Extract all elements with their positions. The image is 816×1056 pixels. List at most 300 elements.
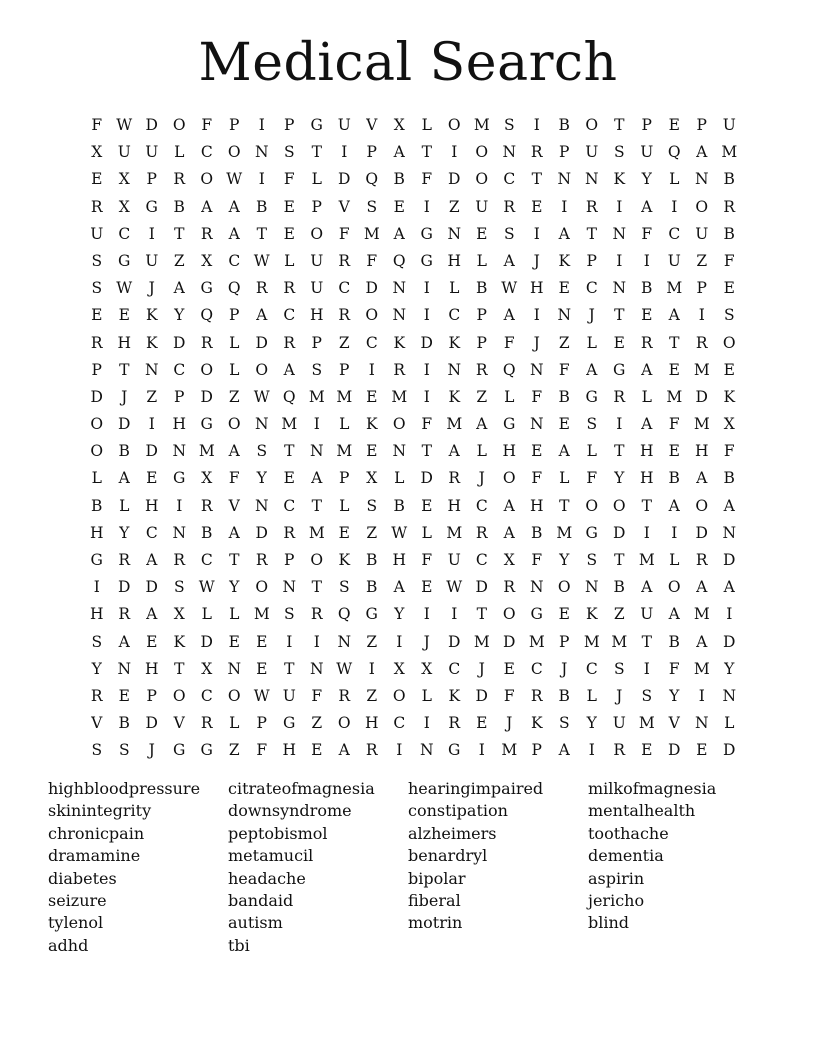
grid-letter: D [90, 387, 103, 406]
grid-letter: I [423, 714, 430, 733]
grid-letter: T [421, 442, 432, 461]
grid-letter: F [503, 686, 515, 705]
grid-letter: N [612, 224, 627, 243]
grid-letter: X [201, 469, 213, 488]
grid-letter: C [338, 279, 351, 298]
grid-letter: U [145, 251, 159, 270]
grid-letter: A [448, 442, 460, 461]
grid-letter: E [558, 415, 570, 434]
grid-letter: R [613, 387, 626, 406]
grid-letter: L [421, 523, 432, 542]
grid-letter: C [475, 551, 488, 569]
grid-letter: Q [502, 360, 516, 379]
grid-letter: O [90, 442, 104, 461]
word-list-item: peptobismol [228, 823, 328, 843]
grid-letter: D [365, 279, 378, 298]
grid-letter: U [310, 279, 324, 298]
grid-letter: R [90, 197, 103, 216]
grid-letter: E [641, 741, 653, 760]
grid-letter: E [668, 360, 680, 379]
grid-letter: P [696, 116, 707, 134]
grid-row [83, 330, 743, 357]
grid-letter: C [503, 170, 516, 189]
grid-letter: K [145, 333, 158, 352]
word-list-item: mentalhealth [588, 801, 696, 821]
grid-letter: U [310, 251, 324, 270]
grid-letter: O [447, 116, 461, 134]
grid-letter: I [258, 170, 265, 189]
grid-letter: S [173, 578, 185, 597]
grid-letter: G [283, 714, 296, 733]
word-list-item: benardryl [408, 846, 488, 866]
grid-letter: R [338, 306, 351, 325]
grid-letter: O [585, 116, 599, 134]
grid-letter: X [91, 143, 103, 162]
grid-letter: S [503, 224, 515, 243]
grid-letter: A [668, 605, 680, 624]
grid-letter: H [364, 714, 379, 733]
grid-letter: W [391, 523, 408, 542]
grid-letter: I [396, 741, 403, 760]
grid-letter: E [723, 360, 735, 379]
grid-letter: D [145, 442, 158, 461]
grid-letter: U [475, 197, 489, 216]
grid-letter: L [201, 605, 212, 624]
grid-letter: O [227, 415, 241, 434]
grid-letter: Q [667, 143, 681, 162]
grid-letter: D [723, 632, 736, 651]
grid-letter: M [446, 523, 463, 542]
grid-letter: N [172, 442, 187, 461]
grid-letter: H [529, 279, 544, 298]
grid-letter: E [476, 224, 488, 243]
grid-letter: F [723, 251, 735, 270]
grid-letter: Y [614, 469, 625, 488]
grid-letter: V [228, 496, 240, 515]
grid-letter: J [423, 632, 430, 651]
grid-letter: Y [119, 523, 130, 542]
grid-letter: T [641, 632, 652, 651]
grid-letter: O [227, 143, 241, 162]
grid-letter: A [228, 197, 240, 216]
grid-letter: V [668, 714, 680, 733]
grid-letter: E [366, 387, 378, 406]
grid-letter: B [366, 578, 378, 597]
grid-letter: R [448, 469, 461, 488]
grid-letter: I [671, 523, 678, 542]
grid-letter: B [366, 551, 378, 569]
grid-letter: A [338, 741, 350, 760]
grid-letter: C [283, 306, 296, 325]
grid-letter: I [396, 632, 403, 651]
grid-letter: G [530, 605, 543, 624]
grid-letter: A [283, 360, 295, 379]
grid-letter: R [283, 333, 296, 352]
word-list-item: jericho [588, 891, 645, 911]
grid-letter: K [448, 387, 461, 406]
grid-letter: M [556, 523, 573, 542]
grid-letter: O [557, 578, 571, 597]
grid-letter: P [366, 143, 377, 162]
grid-letter: G [585, 523, 598, 542]
grid-letter: L [229, 360, 240, 379]
grid-letter: L [421, 686, 432, 705]
grid-letter: I [533, 116, 540, 134]
grid-letter: F [531, 469, 543, 488]
grid-letter: F [531, 551, 543, 569]
grid-letter: D [723, 551, 736, 569]
grid-letter: D [723, 741, 736, 760]
word-list-item: toothache [588, 823, 669, 843]
grid-letter: R [90, 686, 103, 705]
grid-letter: A [146, 551, 158, 569]
grid-letter: C [393, 714, 406, 733]
grid-letter: M [363, 224, 380, 243]
grid-letter: K [530, 714, 543, 733]
grid-letter: P [531, 741, 542, 760]
grid-letter: T [559, 496, 570, 515]
grid-letter: E [558, 605, 570, 624]
grid-letter: P [284, 116, 295, 134]
grid-letter: L [339, 415, 350, 434]
grid-letter: N [584, 170, 599, 189]
grid-letter: Z [696, 251, 708, 270]
grid-letter: B [723, 224, 735, 243]
grid-letter: L [586, 442, 597, 461]
grid-letter: C [475, 496, 488, 515]
word-list-item: diabetes [48, 868, 117, 888]
grid-letter: N [694, 714, 709, 733]
grid-letter: Z [228, 741, 240, 760]
grid-letter: R [365, 741, 378, 760]
grid-letter: C [585, 659, 598, 678]
grid-letter: D [200, 387, 213, 406]
grid-letter: L [119, 496, 130, 515]
grid-letter: B [668, 469, 680, 488]
grid-letter: T [531, 170, 542, 189]
word-list-item: seizure [48, 891, 107, 911]
grid-letter: N [254, 143, 269, 162]
grid-letter: F [531, 387, 543, 406]
grid-letter: H [172, 415, 187, 434]
grid-letter: P [229, 306, 240, 325]
grid-letter: Z [448, 197, 460, 216]
grid-letter: L [724, 714, 735, 733]
grid-row [83, 629, 743, 656]
grid-letter: I [423, 605, 430, 624]
grid-letter: P [476, 333, 487, 352]
grid-letter: M [308, 387, 325, 406]
grid-letter: I [533, 224, 540, 243]
grid-letter: K [558, 251, 571, 270]
grid-letter: S [613, 143, 625, 162]
grid-letter: I [423, 360, 430, 379]
grid-letter: N [557, 306, 572, 325]
grid-letter: Q [282, 387, 296, 406]
grid-letter: H [447, 251, 462, 270]
grid-letter: B [723, 469, 735, 488]
grid-letter: I [423, 197, 430, 216]
grid-letter: R [475, 360, 488, 379]
grid-letter: A [311, 469, 323, 488]
grid-letter: Q [200, 306, 214, 325]
word-column [48, 778, 228, 957]
grid-letter: R [530, 686, 543, 705]
grid-letter: O [310, 551, 324, 569]
word-list-item: bipolar [408, 868, 466, 888]
grid-letter: H [639, 469, 654, 488]
grid-letter: I [478, 741, 485, 760]
grid-letter: K [365, 415, 378, 434]
grid-letter: B [476, 279, 488, 298]
grid-letter: N [447, 224, 462, 243]
word-list-item: citrateofmagnesia [228, 779, 375, 798]
grid-letter: E [476, 714, 488, 733]
grid-letter: T [614, 551, 625, 569]
letter-grid [83, 112, 743, 765]
grid-letter: X [421, 659, 433, 678]
grid-letter: G [200, 415, 213, 434]
grid-letter: E [393, 197, 405, 216]
grid-letter: L [421, 116, 432, 134]
grid-letter: V [91, 714, 103, 733]
grid-letter: P [146, 170, 157, 189]
grid-letter: O [502, 605, 516, 624]
grid-letter: Z [146, 387, 158, 406]
grid-letter: F [228, 469, 240, 488]
grid-letter: I [313, 632, 320, 651]
grid-letter: K [338, 551, 351, 569]
grid-letter: A [696, 143, 708, 162]
grid-letter: X [393, 116, 405, 134]
grid-letter: N [337, 632, 352, 651]
grid-letter: O [475, 170, 489, 189]
grid-letter: C [668, 224, 681, 243]
grid-letter: F [256, 741, 268, 760]
grid-letter: I [423, 387, 430, 406]
grid-letter: N [722, 523, 737, 542]
grid-letter: N [172, 523, 187, 542]
grid-letter: S [91, 251, 103, 270]
grid-letter: N [447, 360, 462, 379]
grid-letter: B [256, 197, 268, 216]
grid-letter: M [583, 632, 600, 651]
grid-letter: B [668, 632, 680, 651]
grid-letter: E [503, 659, 515, 678]
grid-letter: K [448, 686, 461, 705]
grid-letter: Y [724, 659, 735, 678]
grid-letter: M [693, 415, 710, 434]
grid-letter: E [256, 632, 268, 651]
word-list-item: constipation [408, 801, 508, 821]
grid-row [83, 574, 743, 601]
grid-letter: N [117, 659, 132, 678]
grid-letter: E [146, 632, 158, 651]
grid-letter: O [722, 333, 736, 352]
grid-letter: X [173, 605, 185, 624]
grid-letter: M [666, 387, 683, 406]
grid-letter: C [145, 523, 158, 542]
grid-row [83, 357, 743, 384]
grid-letter: R [173, 170, 186, 189]
grid-letter: A [696, 578, 708, 597]
grid-letter: A [558, 741, 570, 760]
grid-letter: T [614, 306, 625, 325]
grid-letter: Z [476, 387, 488, 406]
grid-letter: L [641, 387, 652, 406]
word-list-item: aspirin [588, 868, 645, 888]
grid-letter: S [91, 632, 103, 651]
grid-letter: N [392, 279, 407, 298]
word-list-item: downsyndrome [228, 801, 352, 821]
grid-letter: U [282, 686, 296, 705]
grid-letter: X [201, 251, 213, 270]
grid-letter: A [393, 143, 405, 162]
grid-letter: W [226, 170, 243, 189]
grid-letter: Z [338, 333, 350, 352]
grid-letter: F [283, 170, 295, 189]
grid-letter: C [283, 496, 296, 515]
grid-letter: R [695, 333, 708, 352]
grid-letter: N [694, 170, 709, 189]
grid-letter: T [669, 333, 680, 352]
grid-letter: G [200, 741, 213, 760]
grid-letter: A [503, 496, 515, 515]
grid-letter: R [503, 197, 516, 216]
grid-row [83, 166, 743, 193]
grid-letter: B [91, 496, 103, 515]
grid-letter: W [116, 116, 133, 134]
grid-letter: P [91, 360, 102, 379]
grid-letter: F [421, 551, 433, 569]
grid-letter: G [585, 387, 598, 406]
grid-letter: A [228, 442, 240, 461]
grid-letter: R [695, 551, 708, 569]
grid-letter: F [723, 442, 735, 461]
grid-letter: T [311, 496, 322, 515]
grid-letter: L [586, 333, 597, 352]
grid-letter: F [558, 360, 570, 379]
grid-letter: A [201, 197, 213, 216]
grid-letter: A [641, 197, 653, 216]
grid-letter: D [420, 469, 433, 488]
grid-letter: A [173, 279, 185, 298]
grid-letter: J [478, 469, 485, 488]
grid-letter: B [558, 116, 570, 134]
grid-letter: K [393, 333, 406, 352]
grid-letter: R [283, 523, 296, 542]
grid-letter: H [89, 523, 104, 542]
grid-letter: R [503, 578, 516, 597]
grid-letter: O [337, 714, 351, 733]
grid-letter: M [198, 442, 215, 461]
grid-letter: E [228, 632, 240, 651]
word-column [408, 778, 588, 957]
grid-letter: G [420, 224, 433, 243]
grid-letter: T [174, 659, 185, 678]
grid-letter: X [118, 170, 130, 189]
grid-letter: A [723, 496, 735, 515]
grid-letter: T [586, 224, 597, 243]
grid-letter: L [669, 170, 680, 189]
grid-letter: U [640, 605, 654, 624]
grid-row [83, 601, 743, 628]
grid-letter: R [200, 224, 213, 243]
grid-letter: A [558, 442, 570, 461]
grid-letter: A [641, 360, 653, 379]
grid-letter: L [284, 251, 295, 270]
grid-row [83, 221, 743, 248]
grid-letter: Z [366, 523, 378, 542]
grid-letter: U [585, 143, 599, 162]
grid-letter: M [446, 415, 463, 434]
grid-letter: L [339, 496, 350, 515]
grid-letter: R [338, 251, 351, 270]
grid-letter: I [561, 197, 568, 216]
grid-letter: F [201, 116, 213, 134]
grid-letter: D [475, 686, 488, 705]
grid-letter: C [585, 279, 598, 298]
grid-letter: H [144, 496, 159, 515]
grid-letter: B [723, 170, 735, 189]
grid-letter: M [693, 360, 710, 379]
grid-letter: D [200, 632, 213, 651]
grid-letter: U [695, 224, 709, 243]
grid-letter: Z [366, 686, 378, 705]
grid-letter: G [173, 469, 186, 488]
grid-letter: I [423, 306, 430, 325]
grid-letter: E [613, 333, 625, 352]
grid-letter: I [368, 360, 375, 379]
grid-letter: M [473, 116, 490, 134]
grid-letter: M [336, 387, 353, 406]
grid-letter: N [309, 442, 324, 461]
grid-letter: H [447, 496, 462, 515]
grid-letter: R [200, 333, 213, 352]
grid-letter: Z [366, 632, 378, 651]
grid-letter: P [229, 116, 240, 134]
grid-letter: N [392, 442, 407, 461]
grid-letter: W [253, 686, 270, 705]
grid-letter: P [559, 143, 570, 162]
grid-letter: R [118, 551, 131, 569]
grid-letter: K [723, 387, 736, 406]
grid-letter: L [229, 714, 240, 733]
grid-letter: L [559, 469, 570, 488]
grid-letter: P [174, 387, 185, 406]
grid-letter: S [641, 686, 653, 705]
grid-letter: I [258, 116, 265, 134]
grid-letter: R [613, 741, 626, 760]
grid-letter: P [641, 116, 652, 134]
grid-letter: T [641, 496, 652, 515]
grid-letter: C [530, 659, 543, 678]
grid-letter: D [420, 333, 433, 352]
grid-letter: L [394, 469, 405, 488]
grid-letter: R [475, 523, 488, 542]
grid-letter: H [144, 659, 159, 678]
grid-letter: N [282, 578, 297, 597]
grid-letter: N [584, 578, 599, 597]
grid-letter: X [723, 415, 735, 434]
word-column [228, 778, 408, 957]
grid-letter: Y [229, 578, 240, 597]
grid-letter: C [200, 686, 213, 705]
grid-letter: D [118, 578, 131, 597]
grid-letter: R [255, 551, 268, 569]
grid-letter: E [338, 523, 350, 542]
grid-letter: T [614, 442, 625, 461]
